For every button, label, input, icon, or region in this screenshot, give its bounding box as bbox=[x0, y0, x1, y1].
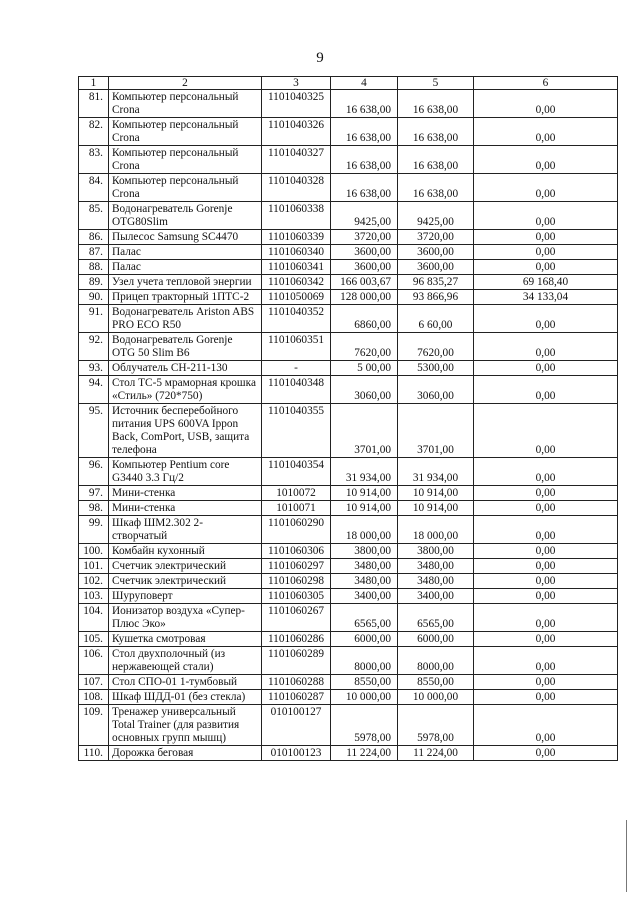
residual-value: 0,00 bbox=[474, 705, 618, 746]
initial-value: 6565,00 bbox=[331, 604, 398, 632]
inventory-code: 010100127 bbox=[262, 705, 331, 746]
depreciation-value: 96 835,27 bbox=[398, 275, 474, 290]
residual-value: 0,00 bbox=[474, 202, 618, 230]
item-name: Комбайн кухонный bbox=[109, 544, 262, 559]
table-row bbox=[79, 589, 618, 604]
initial-value: 3720,00 bbox=[331, 230, 398, 245]
initial-value: 3400,00 bbox=[331, 589, 398, 604]
residual-value: 0,00 bbox=[474, 486, 618, 501]
initial-value: 3060,00 bbox=[331, 376, 398, 404]
residual-value: 0,00 bbox=[474, 632, 618, 647]
inventory-code: 1101060287 bbox=[262, 690, 331, 705]
table-row bbox=[79, 90, 618, 118]
table-row bbox=[79, 202, 618, 230]
table-row bbox=[79, 275, 618, 290]
residual-value: 0,00 bbox=[474, 675, 618, 690]
residual-value: 0,00 bbox=[474, 544, 618, 559]
table-row bbox=[79, 647, 618, 675]
inventory-code: 1101040348 bbox=[262, 376, 331, 404]
item-name: Мини-стенка bbox=[109, 501, 262, 516]
initial-value: 166 003,67 bbox=[331, 275, 398, 290]
row-number: 102. bbox=[79, 574, 109, 589]
item-name: Шкаф ШМ2.302 2-створчатый bbox=[109, 516, 262, 544]
item-name: Палас bbox=[109, 260, 262, 275]
inventory-code: 1010071 bbox=[262, 501, 331, 516]
table-row bbox=[79, 516, 618, 544]
table-row bbox=[79, 486, 618, 501]
row-number: 89. bbox=[79, 275, 109, 290]
row-number: 98. bbox=[79, 501, 109, 516]
initial-value: 16 638,00 bbox=[331, 174, 398, 202]
depreciation-value: 7620,00 bbox=[398, 333, 474, 361]
inventory-code: 1101060286 bbox=[262, 632, 331, 647]
row-number: 92. bbox=[79, 333, 109, 361]
inventory-code: 1101060340 bbox=[262, 245, 331, 260]
initial-value: 16 638,00 bbox=[331, 118, 398, 146]
inventory-code: 1101040326 bbox=[262, 118, 331, 146]
initial-value: 3800,00 bbox=[331, 544, 398, 559]
item-name: Тренажер универсальный Total Trainer (для развития основных групп мышц) bbox=[109, 705, 262, 746]
residual-value: 0,00 bbox=[474, 647, 618, 675]
initial-value: 6860,00 bbox=[331, 305, 398, 333]
row-number: 87. bbox=[79, 245, 109, 260]
table-row bbox=[79, 604, 618, 632]
residual-value: 0,00 bbox=[474, 146, 618, 174]
item-name: Ионизатор воздуха «Супер-Плюс Эко» bbox=[109, 604, 262, 632]
item-name: Компьютер персональный Crona bbox=[109, 146, 262, 174]
table-row bbox=[79, 675, 618, 690]
initial-value: 10 000,00 bbox=[331, 690, 398, 705]
item-name: Счетчик электрический bbox=[109, 559, 262, 574]
initial-value: 3480,00 bbox=[331, 559, 398, 574]
inventory-code: 1101060297 bbox=[262, 559, 331, 574]
inventory-code: 1101060339 bbox=[262, 230, 331, 245]
initial-value: 3480,00 bbox=[331, 574, 398, 589]
depreciation-value: 3701,00 bbox=[398, 404, 474, 458]
depreciation-value: 11 224,00 bbox=[398, 746, 474, 761]
inventory-code: 1101040355 bbox=[262, 404, 331, 458]
page-number: 9 bbox=[316, 50, 324, 66]
inventory-code: 1101060342 bbox=[262, 275, 331, 290]
depreciation-value: 18 000,00 bbox=[398, 516, 474, 544]
residual-value: 0,00 bbox=[474, 589, 618, 604]
initial-value: 18 000,00 bbox=[331, 516, 398, 544]
residual-value: 0,00 bbox=[474, 746, 618, 761]
table-row bbox=[79, 118, 618, 146]
row-number: 99. bbox=[79, 516, 109, 544]
initial-value: 9425,00 bbox=[331, 202, 398, 230]
item-name: Дорожка беговая bbox=[109, 746, 262, 761]
depreciation-value: 3480,00 bbox=[398, 574, 474, 589]
row-number: 94. bbox=[79, 376, 109, 404]
residual-value: 0,00 bbox=[474, 174, 618, 202]
row-number: 82. bbox=[79, 118, 109, 146]
inventory-code: 1101060306 bbox=[262, 544, 331, 559]
depreciation-value: 6565,00 bbox=[398, 604, 474, 632]
inventory-code: 1010072 bbox=[262, 486, 331, 501]
depreciation-value: 3060,00 bbox=[398, 376, 474, 404]
residual-value: 0,00 bbox=[474, 574, 618, 589]
item-name: Стол СПО-01 1-тумбовый bbox=[109, 675, 262, 690]
table-row bbox=[79, 458, 618, 486]
item-name: Мини-стенка bbox=[109, 486, 262, 501]
residual-value: 34 133,04 bbox=[474, 290, 618, 305]
item-name: Компьютер персональный Crona bbox=[109, 174, 262, 202]
table-row bbox=[79, 705, 618, 746]
header-col-4: 4 bbox=[331, 77, 398, 90]
row-number: 96. bbox=[79, 458, 109, 486]
residual-value: 0,00 bbox=[474, 690, 618, 705]
initial-value: 11 224,00 bbox=[331, 746, 398, 761]
depreciation-value: 3800,00 bbox=[398, 544, 474, 559]
initial-value: 16 638,00 bbox=[331, 90, 398, 118]
item-name: Пылесос Samsung SC4470 bbox=[109, 230, 262, 245]
item-name: Узел учета тепловой энергии bbox=[109, 275, 262, 290]
depreciation-value: 3600,00 bbox=[398, 260, 474, 275]
table-row bbox=[79, 574, 618, 589]
row-number: 104. bbox=[79, 604, 109, 632]
residual-value: 0,00 bbox=[474, 376, 618, 404]
inventory-code: 1101050069 bbox=[262, 290, 331, 305]
depreciation-value: 3400,00 bbox=[398, 589, 474, 604]
inventory-code: 1101060338 bbox=[262, 202, 331, 230]
inventory-code: 1101060351 bbox=[262, 333, 331, 361]
table-row bbox=[79, 501, 618, 516]
inventory-code: 1101060290 bbox=[262, 516, 331, 544]
inventory-code: 1101060298 bbox=[262, 574, 331, 589]
item-name: Водонагреватель Gorenje OTG 50 Slim B6 bbox=[109, 333, 262, 361]
depreciation-value: 10 914,00 bbox=[398, 501, 474, 516]
item-name: Прицеп тракторный 1ПТС-2 bbox=[109, 290, 262, 305]
residual-value: 0,00 bbox=[474, 458, 618, 486]
header-col-6: 6 bbox=[474, 77, 618, 90]
initial-value: 8000,00 bbox=[331, 647, 398, 675]
depreciation-value: 8550,00 bbox=[398, 675, 474, 690]
depreciation-value: 6 60,00 bbox=[398, 305, 474, 333]
inventory-table-body bbox=[79, 77, 618, 761]
residual-value: 0,00 bbox=[474, 516, 618, 544]
item-name: Счетчик электрический bbox=[109, 574, 262, 589]
row-number: 85. bbox=[79, 202, 109, 230]
row-number: 110. bbox=[79, 746, 109, 761]
row-number: 90. bbox=[79, 290, 109, 305]
inventory-code: 1101060305 bbox=[262, 589, 331, 604]
row-number: 108. bbox=[79, 690, 109, 705]
table-row bbox=[79, 559, 618, 574]
header-col-2: 2 bbox=[109, 77, 262, 90]
initial-value: 10 914,00 bbox=[331, 486, 398, 501]
initial-value: 7620,00 bbox=[331, 333, 398, 361]
item-name: Водонагреватель Ariston ABS PRO ECO R50 bbox=[109, 305, 262, 333]
residual-value: 0,00 bbox=[474, 90, 618, 118]
residual-value: 0,00 bbox=[474, 305, 618, 333]
item-name: Водонагреватель Gorenje OTG80Slim bbox=[109, 202, 262, 230]
row-number: 93. bbox=[79, 361, 109, 376]
inventory-table bbox=[78, 76, 618, 761]
residual-value: 0,00 bbox=[474, 333, 618, 361]
table-row bbox=[79, 230, 618, 245]
item-name: Шкаф ШДД-01 (без стекла) bbox=[109, 690, 262, 705]
depreciation-value: 3480,00 bbox=[398, 559, 474, 574]
inventory-code: 1101060267 bbox=[262, 604, 331, 632]
scan-artifact-line bbox=[626, 820, 627, 892]
initial-value: 3600,00 bbox=[331, 260, 398, 275]
residual-value: 0,00 bbox=[474, 501, 618, 516]
item-name: Палас bbox=[109, 245, 262, 260]
table-row bbox=[79, 746, 618, 761]
depreciation-value: 16 638,00 bbox=[398, 90, 474, 118]
header-col-1: 1 bbox=[79, 77, 109, 90]
depreciation-value: 9425,00 bbox=[398, 202, 474, 230]
inventory-code: 1101040328 bbox=[262, 174, 331, 202]
item-name: Стол двухполочный (из нержавеющей стали) bbox=[109, 647, 262, 675]
residual-value: 0,00 bbox=[474, 404, 618, 458]
initial-value: 128 000,00 bbox=[331, 290, 398, 305]
initial-value: 10 914,00 bbox=[331, 501, 398, 516]
row-number: 109. bbox=[79, 705, 109, 746]
row-number: 97. bbox=[79, 486, 109, 501]
item-name: Компьютер персональный Crona bbox=[109, 90, 262, 118]
depreciation-value: 3720,00 bbox=[398, 230, 474, 245]
table-row bbox=[79, 174, 618, 202]
row-number: 84. bbox=[79, 174, 109, 202]
row-number: 106. bbox=[79, 647, 109, 675]
table-row bbox=[79, 146, 618, 174]
residual-value: 0,00 bbox=[474, 559, 618, 574]
depreciation-value: 3600,00 bbox=[398, 245, 474, 260]
initial-value: 8550,00 bbox=[331, 675, 398, 690]
depreciation-value: 16 638,00 bbox=[398, 118, 474, 146]
table-row bbox=[79, 376, 618, 404]
initial-value: 6000,00 bbox=[331, 632, 398, 647]
row-number: 103. bbox=[79, 589, 109, 604]
item-name: Источник бесперебойного питания UPS 600VA Ippon Back, ComPort, USB, защита телефона bbox=[109, 404, 262, 458]
table-row bbox=[79, 690, 618, 705]
item-name: Шуруповерт bbox=[109, 589, 262, 604]
depreciation-value: 10 000,00 bbox=[398, 690, 474, 705]
row-number: 81. bbox=[79, 90, 109, 118]
depreciation-value: 10 914,00 bbox=[398, 486, 474, 501]
initial-value: 3600,00 bbox=[331, 245, 398, 260]
table-row bbox=[79, 404, 618, 458]
table-row bbox=[79, 361, 618, 376]
residual-value: 0,00 bbox=[474, 361, 618, 376]
inventory-code: 1101060341 bbox=[262, 260, 331, 275]
inventory-code: 010100123 bbox=[262, 746, 331, 761]
table-row bbox=[79, 632, 618, 647]
row-number: 86. bbox=[79, 230, 109, 245]
inventory-code: 1101040354 bbox=[262, 458, 331, 486]
inventory-code: 1101040327 bbox=[262, 146, 331, 174]
table-row bbox=[79, 290, 618, 305]
table-row bbox=[79, 245, 618, 260]
depreciation-value: 5300,00 bbox=[398, 361, 474, 376]
inventory-code: 1101060288 bbox=[262, 675, 331, 690]
row-number: 91. bbox=[79, 305, 109, 333]
initial-value: 5978,00 bbox=[331, 705, 398, 746]
depreciation-value: 16 638,00 bbox=[398, 146, 474, 174]
table-row bbox=[79, 544, 618, 559]
inventory-code: 1101040352 bbox=[262, 305, 331, 333]
item-name: Кушетка смотровая bbox=[109, 632, 262, 647]
table-row bbox=[79, 305, 618, 333]
row-number: 105. bbox=[79, 632, 109, 647]
inventory-code: - bbox=[262, 361, 331, 376]
residual-value: 0,00 bbox=[474, 230, 618, 245]
inventory-code: 1101060289 bbox=[262, 647, 331, 675]
initial-value: 31 934,00 bbox=[331, 458, 398, 486]
residual-value: 0,00 bbox=[474, 245, 618, 260]
item-name: Стол ТС-5 мраморная крошка «Стиль» (720*750) bbox=[109, 376, 262, 404]
depreciation-value: 93 866,96 bbox=[398, 290, 474, 305]
residual-value: 0,00 bbox=[474, 604, 618, 632]
table-row bbox=[79, 333, 618, 361]
depreciation-value: 8000,00 bbox=[398, 647, 474, 675]
row-number: 107. bbox=[79, 675, 109, 690]
depreciation-value: 6000,00 bbox=[398, 632, 474, 647]
header-col-5: 5 bbox=[398, 77, 474, 90]
inventory-code: 1101040325 bbox=[262, 90, 331, 118]
depreciation-value: 31 934,00 bbox=[398, 458, 474, 486]
item-name: Компьютер персональный Crona bbox=[109, 118, 262, 146]
residual-value: 0,00 bbox=[474, 118, 618, 146]
row-number: 95. bbox=[79, 404, 109, 458]
table-header-row bbox=[79, 77, 618, 90]
depreciation-value: 5978,00 bbox=[398, 705, 474, 746]
row-number: 83. bbox=[79, 146, 109, 174]
initial-value: 5 00,00 bbox=[331, 361, 398, 376]
table-row bbox=[79, 260, 618, 275]
depreciation-value: 16 638,00 bbox=[398, 174, 474, 202]
row-number: 88. bbox=[79, 260, 109, 275]
residual-value: 69 168,40 bbox=[474, 275, 618, 290]
initial-value: 16 638,00 bbox=[331, 146, 398, 174]
row-number: 101. bbox=[79, 559, 109, 574]
item-name: Компьютер Pentium core G3440 3.3 Гц/2 bbox=[109, 458, 262, 486]
residual-value: 0,00 bbox=[474, 260, 618, 275]
row-number: 100. bbox=[79, 544, 109, 559]
initial-value: 3701,00 bbox=[331, 404, 398, 458]
item-name: Облучатель СН-211-130 bbox=[109, 361, 262, 376]
header-col-3: 3 bbox=[262, 77, 331, 90]
